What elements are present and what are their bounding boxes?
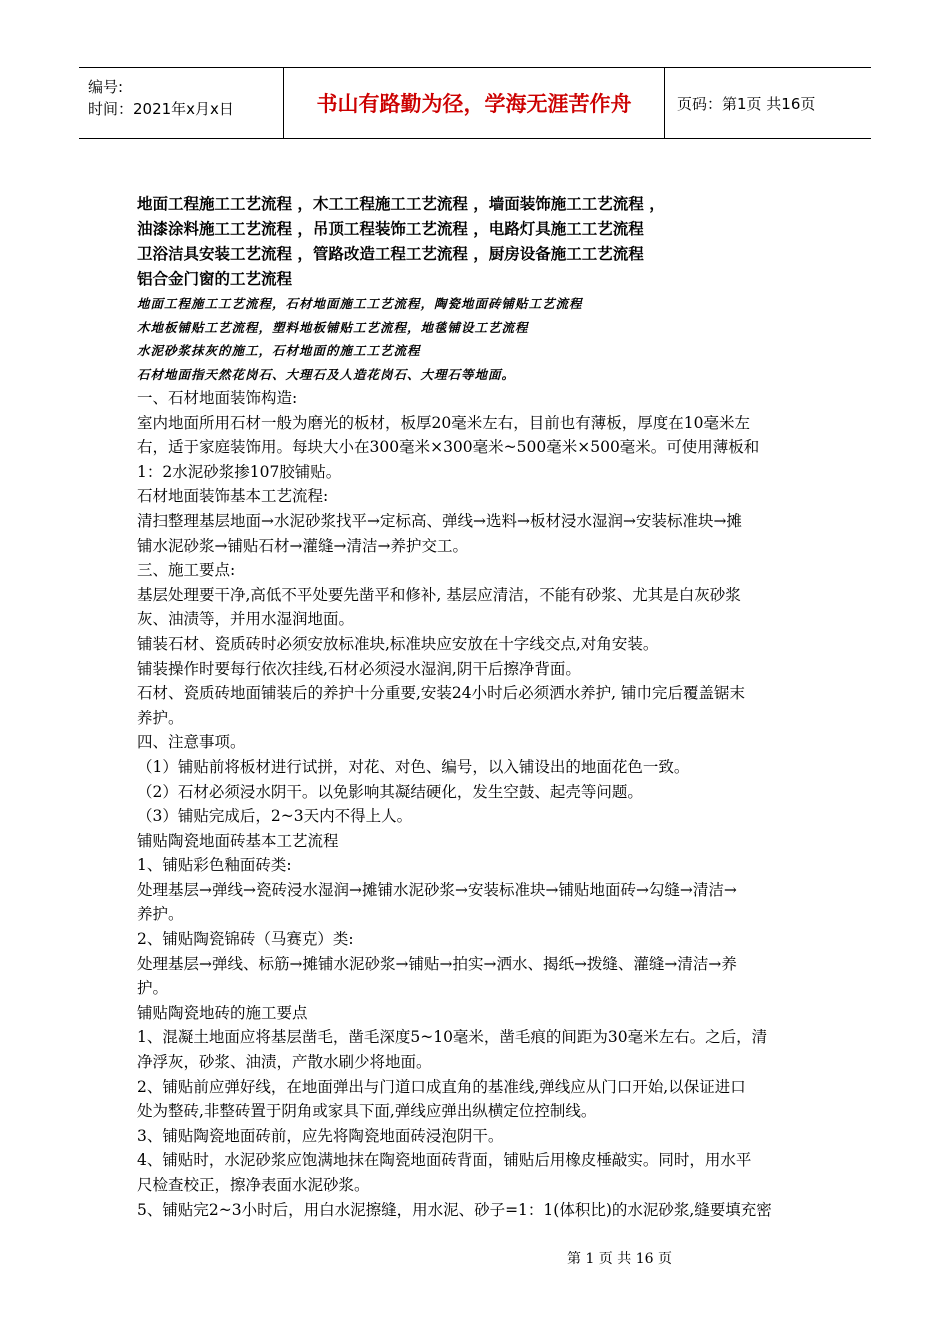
body-line: 四、注意事项。 [137,733,246,752]
body-line: 基层处理要干净,高低不平处要先凿平和修补, 基层应清洁，不能有砂浆、尤其是白灰砂浆 [137,585,741,604]
body-line: 处为整砖,非整砖置于阴角或家具下面,弹线应弹出纵横定位控制线。 [137,1102,597,1121]
body-line: （1）铺贴前将板材进行试拼，对花、对色、编号，以入铺设出的地面花色一致。 [137,757,690,776]
body-line: 2、铺贴陶瓷锦砖（马赛克）类: [137,930,354,949]
bold-heading-line: 地面工程施工工艺流程 ，木工工程施工工艺流程 ，墙面装饰施工工艺流程 ， [137,195,665,213]
header-motto-cell [283,68,665,138]
body-line: 1、铺贴彩色釉面砖类: [137,856,292,875]
body-line: 尺检查校正，擦净表面水泥砂浆。 [137,1176,370,1194]
body-line: 1：2水泥砂浆掺107胶铺贴。 [137,462,342,481]
body-line: 石材、瓷质砖地面铺装后的养护十分重要,安装24小时后必须洒水养护, 铺巾完后覆盖锯末 [137,684,746,703]
body-line: 养护。 [137,708,184,727]
body-line: 护。 [137,979,169,998]
body-line: 1、混凝土地面应将基层凿毛，凿毛深度5~10毫米，凿毛痕的间距为30毫米左右。之后，清 [137,1028,768,1047]
bold-heading-line: 油漆涂料施工工艺流程 ，吊顶工程装饰工艺流程 ，电路灯具施工工艺流程 [137,220,644,238]
page-header [79,67,871,139]
body-line: （3）铺贴完成后，2~3天内不得上人。 [137,807,413,826]
italic-subheading-line: 地面工程施工工艺流程，石材地面施工工艺流程，陶瓷地面砖铺贴工艺流程 [137,296,583,311]
header-right-cell [665,68,815,138]
header-left-cell [79,58,283,138]
body-line: 2、铺贴前应弹好线，在地面弹出与门道口成直角的基准线,弹线应从门口开始,以保证进口 [137,1077,746,1096]
body-line: 一、石材地面装饰构造: [137,389,298,407]
body-line: 养护。 [137,905,184,924]
italic-subheading-line: 水泥砂浆抹灰的施工，石材地面的施工工艺流程 [137,343,421,358]
bold-heading-line: 卫浴洁具安装工艺流程 ，管路改造工程工艺流程 ，厨房设备施工工艺流程 [137,245,644,263]
header-motto: 书山有路勤为径，学海无涯苦作舟 [316,92,632,116]
body-line: 右，适于家庭装饰用。每块大小在300毫米×300毫米~500毫米×500毫米。可使用薄板和 [137,438,760,457]
body-line: 室内地面所用石材一般为磨光的板材，板厚20毫米左右，目前也有薄板，厚度在10毫米左 [137,413,750,432]
body-line: 三、施工要点: [137,561,236,580]
italic-subheading-line: 石材地面指天然花岗石、大理石及人造花岗石、大理石等地面。 [137,366,516,382]
body-line: 3、铺贴陶瓷地面砖前，应先将陶瓷地面砖浸泡阴干。 [137,1126,504,1145]
bold-heading-line: 铝合金门窗的工艺流程 [137,270,293,288]
body-line: 处理基层→弹线、标筋→摊铺水泥砂浆→铺贴→拍实→洒水、揭纸→拨缝、灌缝→清洁→养 [137,954,737,973]
page-footer: 第 1 页 共 16 页 [567,1251,672,1267]
body-line: 处理基层→弹线→瓷砖浸水湿润→摊铺水泥砂浆→安装标准块→铺贴地面砖→勾缝→清洁→ [137,880,737,899]
document-number-label: 编号: [88,78,124,96]
body-line: 铺装石材、瓷质砖时必须安放标准块,标准块应安放在十字线交点,对角安装。 [137,634,659,653]
body-line: 铺水泥砂浆→铺贴石材→灌缝→清洁→养护交工。 [137,536,468,555]
body-line: 灰、油渍等，并用水湿润地面。 [137,610,355,629]
body-line: 净浮灰，砂浆、油渍，产散水刷少将地面。 [137,1053,432,1072]
body-line: 铺贴陶瓷地面砖基本工艺流程 [137,831,339,850]
body-line: 4、铺贴时，水泥砂浆应饱满地抹在陶瓷地面砖背面，铺贴后用橡皮棰敲实。同时，用水平 [137,1151,752,1170]
body-line: 铺装操作时要每行依次挂线,石材必须浸水湿润,阴干后擦净背面。 [137,659,581,678]
body-line: （2）石材必须浸水阴干。以免影响其凝结硬化，发生空鼓、起壳等问题。 [137,782,643,801]
body-line: 铺贴陶瓷地砖的施工要点 [137,1003,308,1022]
document-body [137,192,817,1222]
body-line: 5、铺贴完2~3小时后，用白水泥擦缝，用水泥、砂子=1：1(体积比)的水泥砂浆,缝要填充密 [137,1200,772,1219]
header-page-info: 页码：第1页 共16页 [677,94,816,113]
body-line: 清扫整理基层地面→水泥砂浆找平→定标高、弹线→选料→板材浸水湿润→安装标准块→摊 [137,511,742,530]
body-line: 石材地面装饰基本工艺流程: [137,487,329,506]
italic-subheading-line: 木地板铺贴工艺流程，塑料地板铺贴工艺流程，地毯铺设工艺流程 [137,319,529,335]
document-date-label: 时间：2021年x月x日 [88,100,234,118]
